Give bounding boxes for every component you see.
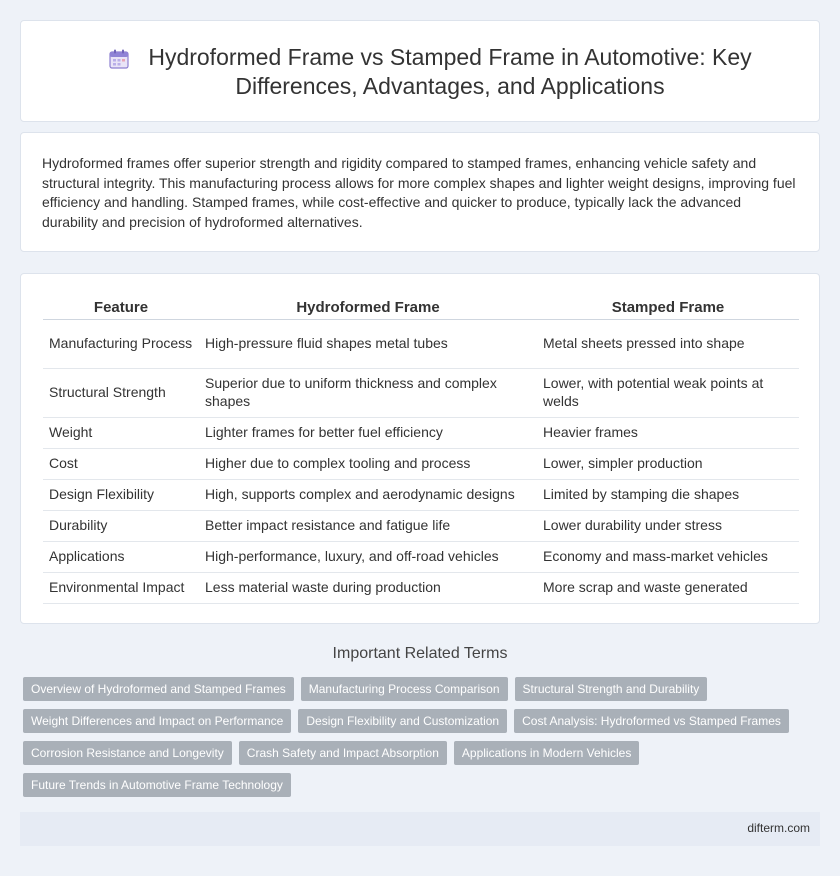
table-row: [43, 417, 799, 448]
comparison-table-card: [20, 273, 820, 624]
feature-cell: Cost: [43, 448, 199, 479]
stamped-cell: More scrap and waste generated: [537, 572, 799, 603]
related-term-tag[interactable]: Manufacturing Process Comparison: [301, 677, 508, 701]
tag-row: [23, 677, 803, 701]
header-hydroformed: Hydroformed Frame: [199, 296, 537, 319]
header-stamped: Stamped Frame: [537, 296, 799, 319]
table-row: [43, 368, 799, 417]
table-row: [43, 541, 799, 572]
hydroformed-cell: High-pressure fluid shapes metal tubes: [199, 319, 537, 368]
table-row: [43, 479, 799, 510]
stamped-cell: Economy and mass-market vehicles: [537, 541, 799, 572]
related-term-tag[interactable]: Cost Analysis: Hydroformed vs Stamped Frames: [514, 709, 789, 733]
title-card: [20, 20, 820, 122]
hydroformed-cell: Higher due to complex tooling and process: [199, 448, 537, 479]
stamped-cell: Lower durability under stress: [537, 510, 799, 541]
related-term-tag[interactable]: Overview of Hydroformed and Stamped Frames: [23, 677, 294, 701]
feature-cell: Weight: [43, 417, 199, 448]
hydroformed-cell: Better impact resistance and fatigue life: [199, 510, 537, 541]
related-term-tag[interactable]: Crash Safety and Impact Absorption: [239, 741, 447, 765]
related-term-tag[interactable]: Weight Differences and Impact on Performance: [23, 709, 291, 733]
hydroformed-cell: High, supports complex and aerodynamic designs: [199, 479, 537, 510]
related-term-tag[interactable]: Design Flexibility and Customization: [298, 709, 507, 733]
related-term-tag[interactable]: Structural Strength and Durability: [515, 677, 708, 701]
related-terms-title: Important Related Terms: [332, 645, 508, 662]
tag-row: [23, 709, 803, 733]
page-title: Hydroformed Frame vs Stamped Frame in Automotive: Key Differences, Advantages, and Applications: [148, 44, 752, 99]
comparison-table: [43, 296, 799, 604]
stamped-cell: Limited by stamping die shapes: [537, 479, 799, 510]
stamped-cell: Lower, with potential weak points at welds: [537, 368, 799, 417]
hydroformed-cell: Superior due to uniform thickness and complex shapes: [199, 368, 537, 417]
related-term-tag[interactable]: Corrosion Resistance and Longevity: [23, 741, 232, 765]
hydroformed-cell: Lighter frames for better fuel efficiency: [199, 417, 537, 448]
feature-cell: Structural Strength: [43, 368, 199, 417]
stamped-cell: Metal sheets pressed into shape: [537, 319, 799, 368]
tag-row: [23, 741, 803, 765]
feature-cell: Environmental Impact: [43, 572, 199, 603]
header-feature: Feature: [43, 296, 199, 319]
feature-cell: Applications: [43, 541, 199, 572]
footer: [20, 812, 820, 846]
summary-paragraph: Hydroformed frames offer superior strength and rigidity compared to stamped frames, enhancing vehicle safety and structural integrity. This manufacturing process allows for more complex shapes and lighter weight designs, improving fuel efficiency and handling. Stamped frames, while cost-effective and quicker to produce, typically lack the advanced durability and precision of hydroformed alternatives.: [42, 155, 796, 230]
table-row: [43, 448, 799, 479]
related-term-tag[interactable]: Future Trends in Automotive Frame Technology: [23, 773, 291, 797]
table-header-row: [43, 296, 799, 319]
related-term-tag[interactable]: Applications in Modern Vehicles: [454, 741, 639, 765]
feature-cell: Durability: [43, 510, 199, 541]
hydroformed-cell: High-performance, luxury, and off-road vehicles: [199, 541, 537, 572]
hydroformed-cell: Less material waste during production: [199, 572, 537, 603]
tag-row: [23, 773, 803, 797]
footer-site-link[interactable]: difterm.com: [747, 821, 810, 835]
summary-card: [20, 132, 820, 252]
stamped-cell: Heavier frames: [537, 417, 799, 448]
feature-cell: Design Flexibility: [43, 479, 199, 510]
table-row: [43, 510, 799, 541]
table-row: [43, 319, 799, 368]
stamped-cell: Lower, simpler production: [537, 448, 799, 479]
table-row: [43, 572, 799, 603]
related-terms-list: [23, 677, 803, 805]
feature-cell: Manufacturing Process: [43, 319, 199, 368]
